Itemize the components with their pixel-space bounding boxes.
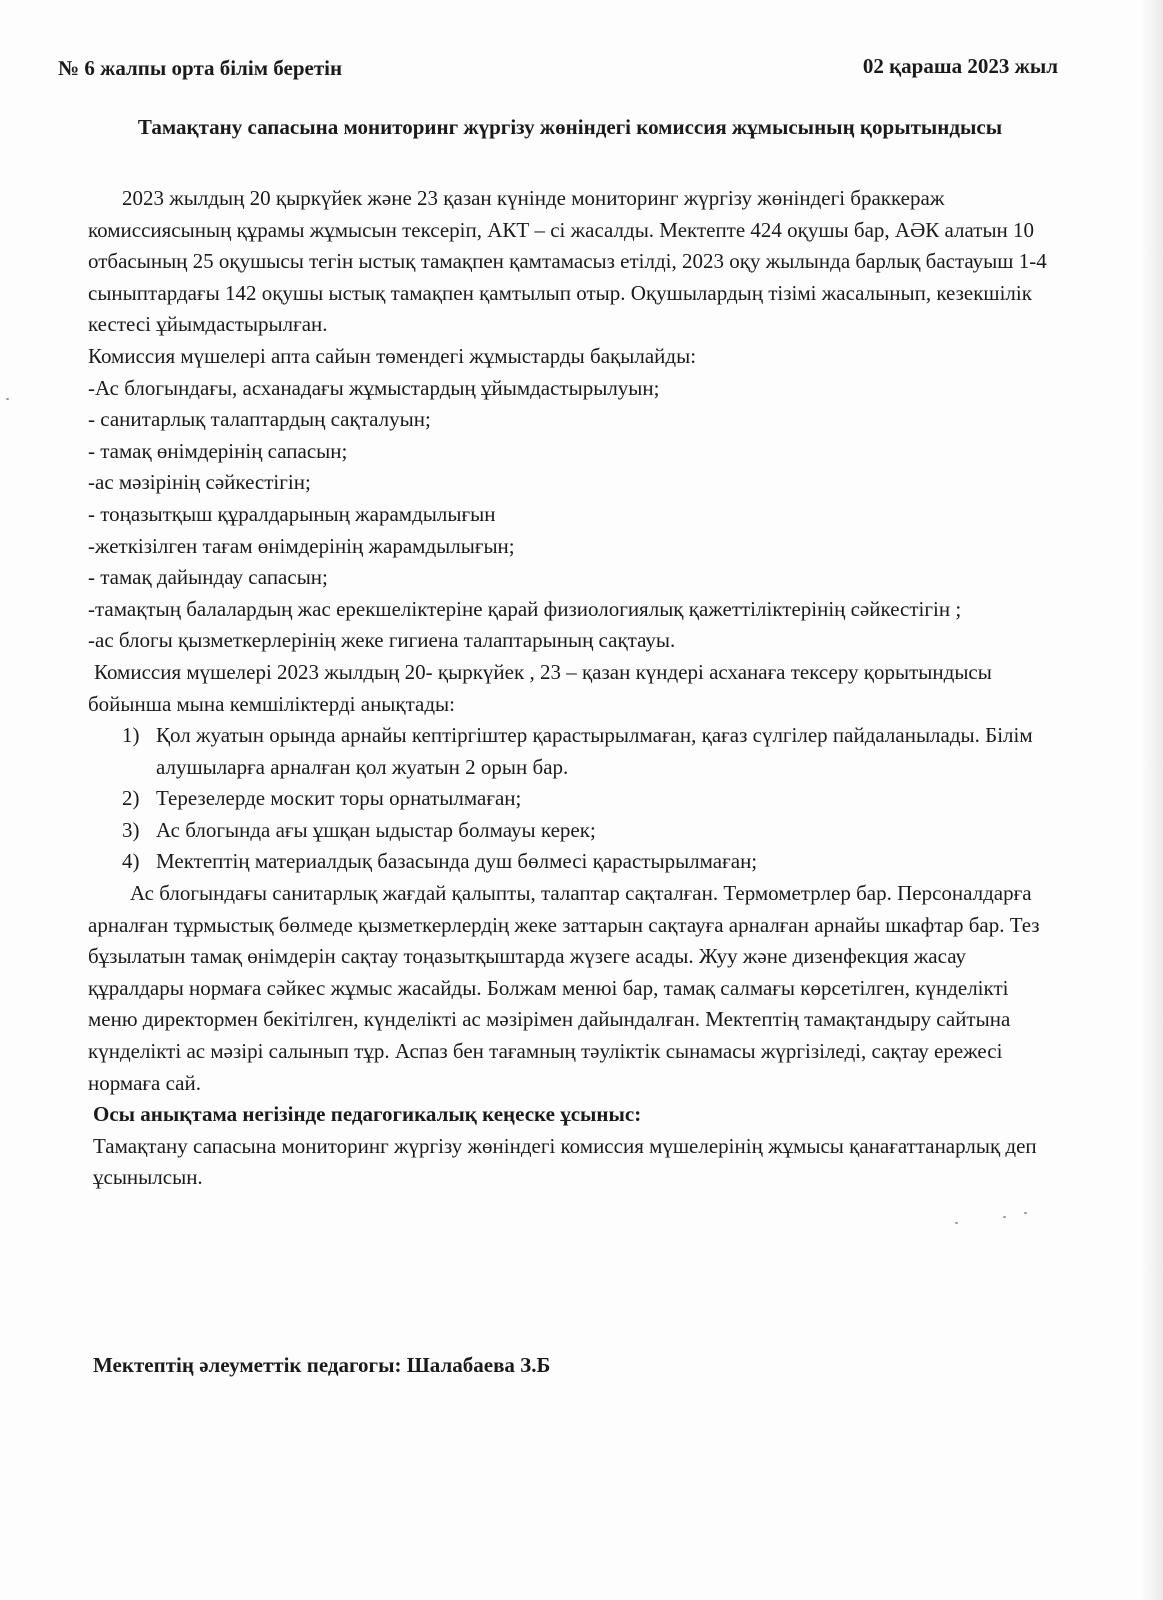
issue-item <box>88 846 1053 878</box>
document-title: Тамақтану сапасына мониторинг жүргізу жөніндегі комиссия жұмысының қорытындысы <box>137 115 1003 139</box>
scan-speck <box>955 1222 958 1224</box>
issue-number: 1) <box>122 723 140 748</box>
issue-number: 3) <box>122 817 140 842</box>
issue-item <box>88 783 1053 815</box>
criteria-item: -жеткізілген тағам өнімдерінің жарамдылығын; <box>88 533 515 558</box>
issues-list <box>88 720 1053 878</box>
scan-speck <box>1024 1212 1027 1214</box>
issue-item <box>88 815 1053 847</box>
scan-speck <box>6 398 9 400</box>
criteria-item: -Ас блогындағы, асханадағы жұмыстардың ұйымдастырылуын; <box>88 375 660 400</box>
criteria-item: -ас мәзірінің сәйкестігін; <box>88 470 311 495</box>
criteria-item: - тоңазытқыш құралдарының жарамдылығын <box>88 501 496 526</box>
criteria-item: -ас блогы қызметкерлерінің жеке гигиена талаптарының сақтауы. <box>88 628 676 653</box>
scan-edge-shadow <box>1141 0 1163 1600</box>
issue-number: 2) <box>122 786 140 811</box>
conditions-paragraph: Ас блогындағы санитарлық жағдай қалыпты, талаптар сақталған. Термометрлер бар. Персоналдарға арналған тұрмыстық бөлмеде қызметкерлердің жеке заттарын сақтауға арналған арнайы шкафтар бар. Тез бұзылатын тамақ өнімдерін сақтау тоңазытқыштарда жүзеге асады. Жуу және дизенфекция жасау құралдары нормаға сәйкес жұмыс жасайды. Болжам менюі бар, тамақ салмағы көрсетілген, күнделікті меню директормен бекітілген, күнделікті ас мәзірімен дайындалған. Мектептің тамақтандыру сайтына күнделікті ас мәзірі салынып тұр. Аспаз бен тағамның тәуліктік сынамасы жүргізіледі, сақтау ережесі нормаға сай. <box>88 881 1040 1095</box>
issue-text: Терезелерде москит торы орнатылмаған; <box>156 786 522 811</box>
findings-intro: Комиссия мүшелері 2023 жылдың 20- қыркүйек , 23 – қазан күндері асханаға тексеру қорытындысы бойынша мына кемшіліктерді анықтады: <box>88 659 992 716</box>
issue-item <box>88 720 1053 783</box>
issue-text: Мектептің материалдық базасында душ бөлмесі қарастырылмаған; <box>156 849 758 874</box>
issue-number: 4) <box>122 849 140 874</box>
criteria-item: - тамақ дайындау сапасын; <box>88 565 328 590</box>
school-name: № 6 жалпы орта білім беретін <box>58 56 343 80</box>
intro-paragraph: 2023 жылдың 20 қыркүйек және 23 қазан күнінде мониторинг жүргізу жөніндегі браккераж комиссиясының құрамы жұмысын тексеріп, АКТ – сі жасалды. Мектепте 424 оқушы бар, АӘК алатын 10 отбасының 25 оқушысы тегін ыстық тамақпен қамтамасыз етілді, 2023 оқу жылында барлық бастауыш 1-4 сыныптардағы 142 оқушы ыстық тамақпен қамтылып отыр. Оқушылардың тізімі жасалынып, кезекшілік кестесі ұйымдастырылған. <box>88 186 1047 337</box>
document-date: 02 қараша 2023 жыл <box>862 54 1058 78</box>
criteria-item: - тамақ өнімдерінің сапасын; <box>88 438 348 463</box>
criteria-list <box>88 373 1053 657</box>
recommendation-text: Тамақтану сапасына мониторинг жүргізу жөніндегі комиссия мүшелерінің жұмысы қанағаттанарлық деп ұсынылсын. <box>93 1133 1037 1190</box>
signature-line: Мектептің әлеуметтік педагогы: Шалабаева З.Б <box>93 1353 551 1377</box>
criteria-item: -тамақтың балалардың жас ерекшеліктеріне қарай физиологиялық қажеттіліктерінің сәйкестігін ; <box>88 596 962 621</box>
scan-speck <box>1003 1216 1006 1218</box>
document-body <box>88 183 1053 1194</box>
recommendation-heading: Осы анықтама негізінде педагогикалық кеңеске ұсыныс: <box>93 1102 642 1127</box>
criteria-item: - санитарлық талаптардың сақталуын; <box>88 407 431 432</box>
criteria-intro: Комиссия мүшелері апта сайын төмендегі жұмыстарды бақылайды: <box>88 343 697 368</box>
issue-text: Қол жуатын орында арнайы кептіргіштер қарастырылмаған, қағаз сүлгілер пайдаланылады. Білім алушыларға арналған қол жуатын 2 орын бар. <box>156 723 1033 779</box>
issue-text: Ас блогында ағы ұшқан ыдыстар болмауы керек; <box>156 817 596 842</box>
